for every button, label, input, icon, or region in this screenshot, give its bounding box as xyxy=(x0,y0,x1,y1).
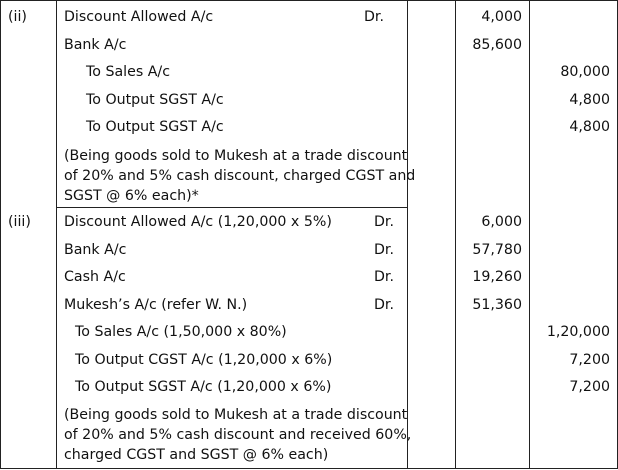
particular: To Sales A/c xyxy=(86,64,171,80)
particular: To Output SGST A/c xyxy=(86,119,224,135)
debit-amount: 85,600 xyxy=(472,37,522,53)
credit-amount: 4,800 xyxy=(569,92,610,108)
table-left-border xyxy=(0,0,1,469)
narration-line: SGST @ 6% each)* xyxy=(64,188,199,204)
particular: Mukesh’s A/c (refer W. N.) xyxy=(64,297,248,313)
debit-amount: 51,360 xyxy=(472,297,522,313)
particular: Discount Allowed A/c (1,20,000 x 5%) xyxy=(64,214,332,230)
table-bottom-border xyxy=(0,468,618,469)
debit-amount: 19,260 xyxy=(472,269,522,285)
particular: Bank A/c xyxy=(64,242,127,258)
entry-number: (iii) xyxy=(8,214,31,230)
particular: To Output CGST A/c (1,20,000 x 6%) xyxy=(75,352,333,368)
particular: To Sales A/c (1,50,000 x 80%) xyxy=(75,324,287,340)
dr-marker: Dr. xyxy=(374,242,394,258)
table-top-border xyxy=(0,0,618,1)
particular: Bank A/c xyxy=(64,37,127,53)
entry-number: (ii) xyxy=(8,9,27,25)
particulars-column-divider xyxy=(407,0,408,469)
particular: To Output SGST A/c xyxy=(86,92,224,108)
debit-amount: 57,780 xyxy=(472,242,522,258)
entry-separator xyxy=(56,207,407,208)
date-column-divider xyxy=(56,0,57,469)
credit-amount: 4,800 xyxy=(569,119,610,135)
debit-amount: 6,000 xyxy=(481,214,522,230)
narration xyxy=(64,405,411,465)
lf-column-divider xyxy=(455,0,456,469)
dr-marker: Dr. xyxy=(374,297,394,313)
dr-marker: Dr. xyxy=(374,269,394,285)
credit-amount: 1,20,000 xyxy=(546,324,610,340)
narration-line: charged CGST and SGST @ 6% each) xyxy=(64,447,329,463)
narration-line: of 20% and 5% cash discount and received 60%, xyxy=(64,427,412,443)
narration-line: (Being goods sold to Mukesh at a trade discount xyxy=(64,148,408,164)
credit-amount: 7,200 xyxy=(569,379,610,395)
narration-line: of 20% and 5% cash discount, charged CGST and xyxy=(64,168,416,184)
particular: Cash A/c xyxy=(64,269,126,285)
dr-marker: Dr. xyxy=(364,9,384,25)
particular: To Output SGST A/c (1,20,000 x 6%) xyxy=(75,379,332,395)
debit-amount: 4,000 xyxy=(481,9,522,25)
credit-amount: 7,200 xyxy=(569,352,610,368)
narration-line: (Being goods sold to Mukesh at a trade discount xyxy=(64,407,408,423)
dr-marker: Dr. xyxy=(374,214,394,230)
credit-amount: 80,000 xyxy=(560,64,610,80)
narration xyxy=(64,146,415,206)
particular: Discount Allowed A/c xyxy=(64,9,214,25)
